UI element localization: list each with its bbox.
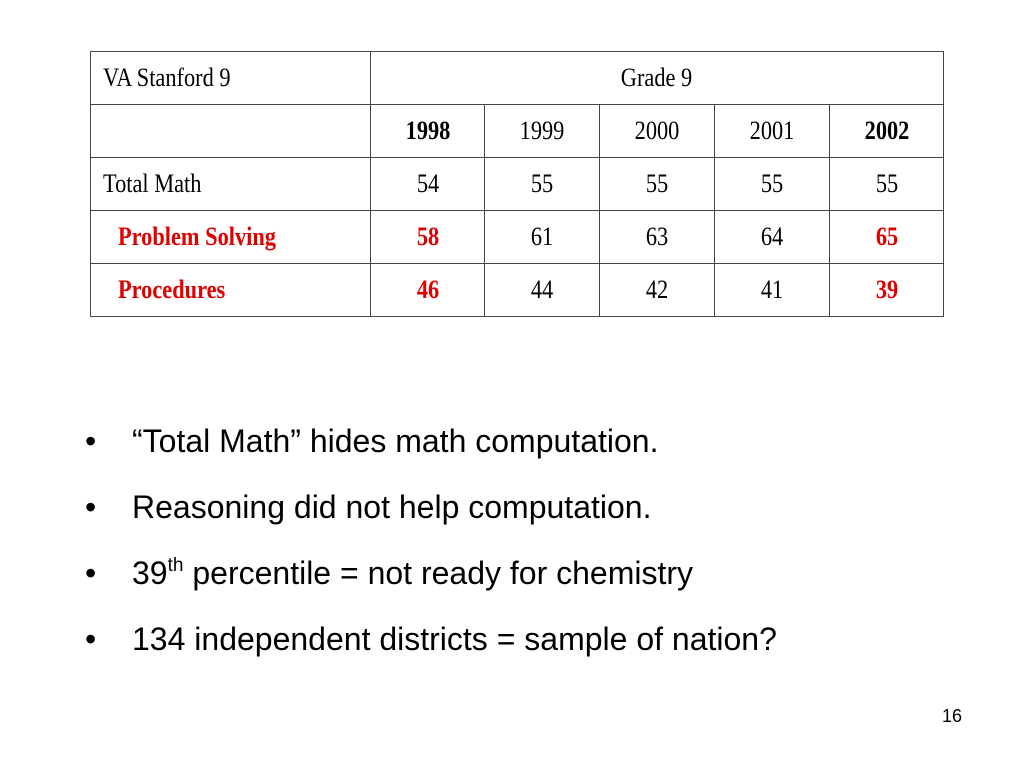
grade-group-header: Grade 9 <box>371 52 944 105</box>
data-table <box>90 51 944 317</box>
table-cell: 41 <box>715 264 830 317</box>
table-cell: 61 <box>485 211 600 264</box>
table-cell: 54 <box>371 158 485 211</box>
bullet-marker: • <box>85 423 97 459</box>
highlight-cell: 58 <box>371 211 485 264</box>
table-corner-label: VA Stanford 9 <box>91 52 371 105</box>
highlight-cell: 65 <box>830 211 944 264</box>
row-label-total-math: Total Math <box>91 158 371 211</box>
year-header-2002: 2002 <box>830 105 944 158</box>
table-cell: 55 <box>830 158 944 211</box>
bullet-marker: • <box>85 555 97 591</box>
table-header-row <box>91 52 944 105</box>
table-years-row <box>91 105 944 158</box>
table-cell: 55 <box>485 158 600 211</box>
table-row-total-math <box>91 158 944 211</box>
table-cell: 55 <box>715 158 830 211</box>
table-cell: 64 <box>715 211 830 264</box>
bullet-marker: • <box>85 621 97 657</box>
table-cell: 63 <box>600 211 715 264</box>
bullet-text: 134 independent districts = sample of nation? <box>132 621 777 657</box>
highlight-cell: 39 <box>830 264 944 317</box>
highlight-cell: 46 <box>371 264 485 317</box>
bullet-text: Reasoning did not help computation. <box>132 489 652 525</box>
year-header-2001: 2001 <box>715 105 830 158</box>
bullet-text-rest: percentile = not ready for chemistry <box>183 555 694 591</box>
year-header-2000: 2000 <box>600 105 715 158</box>
year-header-1998: 1998 <box>371 105 485 158</box>
row-label-problem-solving: Problem Solving <box>91 211 371 264</box>
table-empty-cell <box>91 105 371 158</box>
table-cell: 44 <box>485 264 600 317</box>
year-header-1999: 1999 <box>485 105 600 158</box>
ordinal-suffix: th <box>167 555 184 576</box>
table-cell: 42 <box>600 264 715 317</box>
table-row-problem-solving <box>91 211 944 264</box>
bullet-text: “Total Math” hides math computation. <box>132 423 659 459</box>
page-number: 16 <box>941 706 962 726</box>
row-label-procedures: Procedures <box>91 264 371 317</box>
percentile-number: 39 <box>132 555 168 591</box>
table-cell: 55 <box>600 158 715 211</box>
bullet-text <box>132 548 693 598</box>
table-row-procedures <box>91 264 944 317</box>
bullet-marker: • <box>85 489 97 525</box>
